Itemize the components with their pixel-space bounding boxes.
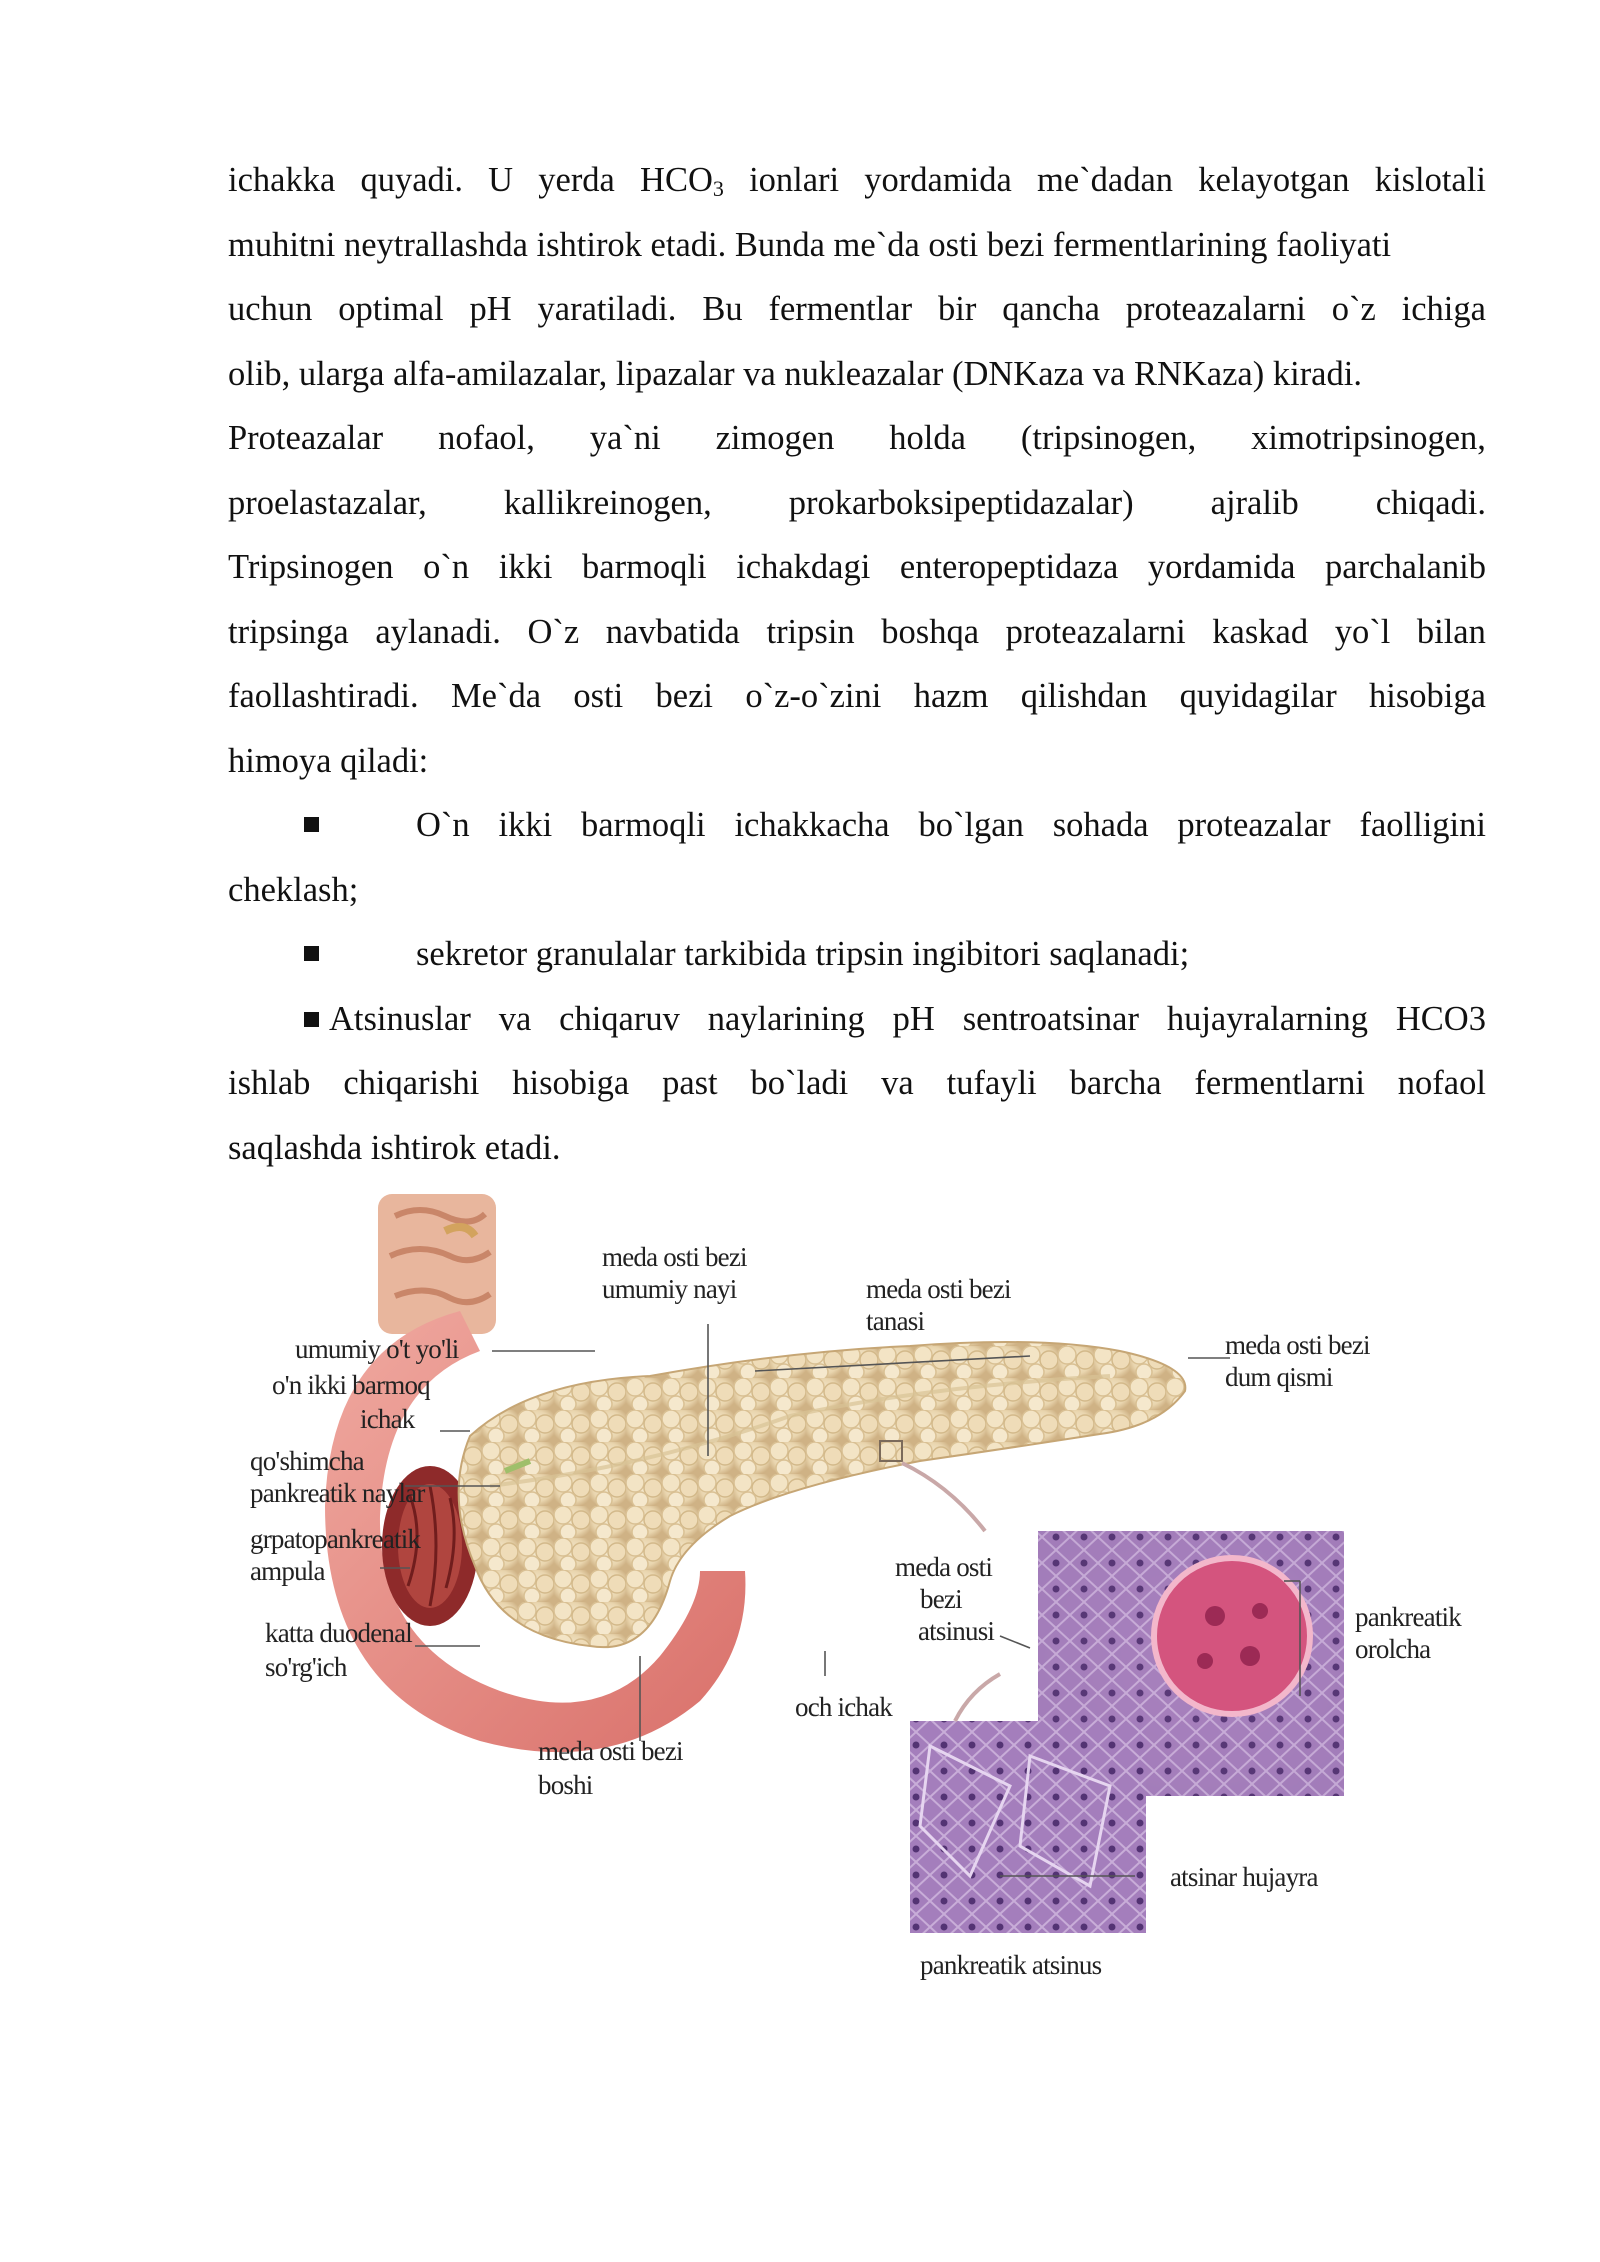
word: prokarboksipeptidazalar) — [788, 483, 1134, 522]
word: (tripsinogen, — [1020, 419, 1197, 457]
word: ximotripsinogen, — [1251, 419, 1486, 457]
word: naylarining — [707, 999, 865, 1038]
label-common-bile-duct: umumiy o't yo'li — [295, 1334, 459, 1364]
label-pancreatic-acinus-top-3: atsinusi — [918, 1616, 995, 1646]
label-accessory-duct: qo'shimcha — [250, 1446, 364, 1476]
word: Tripsinogen — [228, 548, 394, 586]
text-line-1 — [228, 148, 1486, 213]
word: fermentlarni — [1194, 1064, 1365, 1102]
label-pancreas-tail: meda osti bezi — [1225, 1330, 1370, 1360]
word: holda — [889, 419, 966, 457]
word: qancha — [1002, 290, 1100, 328]
text-line-7 — [228, 535, 1486, 600]
bullet-item-3-line-3 — [228, 1116, 1486, 1181]
word: past — [662, 1064, 718, 1102]
word: ionlari — [749, 161, 840, 199]
word: bilan — [1416, 612, 1486, 651]
word: zimogen — [715, 419, 835, 457]
word: kaskad — [1212, 612, 1309, 651]
text-line-5 — [228, 406, 1486, 471]
hco3-formula — [640, 148, 724, 213]
label-duodenum: o'n ikki barmoq — [272, 1370, 430, 1400]
word: fermentlar — [768, 290, 913, 328]
word: ikki — [498, 806, 553, 844]
acinus-histology-panel — [910, 1721, 1146, 1933]
word: Atsinuslar — [329, 999, 471, 1038]
word: barmoqli — [582, 548, 707, 586]
word: ichakkacha — [734, 806, 890, 844]
word: faollashtiradi. — [228, 677, 419, 715]
word: o`z — [1331, 290, 1376, 328]
word: ichakka — [228, 161, 336, 199]
intestine-thumbnail — [378, 1194, 496, 1334]
line-text: muhitni neytrallashda ishtirok etadi. Bunda me`da osti bezi fermentlarining faoliyati — [228, 225, 1392, 264]
word: kislotali — [1374, 161, 1486, 199]
label-pancreas-body-2: tanasi — [866, 1306, 925, 1336]
word: proteazalar — [1177, 806, 1331, 844]
bullet-first-word — [304, 987, 471, 1052]
bullet-text-1 — [416, 793, 1486, 858]
word: boshqa — [881, 612, 980, 651]
word: kallikreinogen, — [503, 483, 712, 522]
word: hujayralarning — [1166, 999, 1369, 1038]
word: bo`ladi — [750, 1064, 849, 1102]
pancreas-anatomy-figure — [230, 1186, 1520, 2016]
bullet-item-3 — [228, 987, 1486, 1052]
word: proelastazalar, — [228, 483, 427, 522]
word: ichiga — [1401, 290, 1486, 328]
text-line-4 — [228, 342, 1486, 407]
square-bullet-icon — [304, 817, 319, 832]
word: nofaol — [1397, 1064, 1486, 1102]
formula-subscript: 3 — [712, 176, 724, 201]
word: ya`ni — [589, 419, 661, 457]
word: Bu — [702, 290, 743, 328]
label-pancreas-head: meda osti bezi — [538, 1736, 683, 1766]
formula-text: HCO — [640, 161, 713, 199]
bullet-item-1-continuation — [228, 858, 1486, 923]
text-line-8 — [228, 600, 1486, 665]
label-major-papilla-2: so'rg'ich — [265, 1652, 347, 1682]
label-major-papilla: katta duodenal — [265, 1618, 412, 1648]
word: bo`lgan — [918, 806, 1024, 844]
word: yerda — [538, 161, 615, 199]
bullet-text-2 — [416, 922, 1486, 987]
word: yo`l — [1334, 612, 1391, 651]
word: hisobiga — [1369, 677, 1486, 715]
word: o`z-o`zini — [745, 677, 882, 715]
word: U — [488, 161, 514, 199]
label-jejunum: och ichak — [795, 1692, 893, 1722]
word: o`n — [423, 548, 470, 586]
word: Me`da — [450, 677, 542, 715]
word: aylanadi. — [375, 612, 501, 651]
label-pancreatic-acinus-top: meda osti — [895, 1552, 993, 1582]
word: tripsinga — [228, 612, 349, 651]
text-line-10 — [228, 729, 1486, 794]
bullet-item-1 — [228, 793, 1486, 858]
word: HCO3 — [1395, 999, 1486, 1038]
arrow-to-acinus — [955, 1674, 1000, 1721]
word: navbatida — [605, 612, 740, 651]
word: tripsin — [766, 612, 855, 651]
line-text: cheklash; — [228, 870, 359, 909]
word: quyadi. — [360, 161, 463, 199]
word: barmoqli — [581, 806, 706, 844]
bullet-text-3 — [304, 987, 1486, 1052]
word: ichakdagi — [736, 548, 871, 586]
word: ishlab — [228, 1064, 311, 1102]
bullet-item-2 — [228, 922, 1486, 987]
word: nofaol, — [438, 419, 535, 457]
label-acinar-cell: atsinar hujayra — [1170, 1862, 1318, 1892]
word: Proteazalar — [228, 419, 384, 457]
word: va — [498, 999, 532, 1038]
label-pancreatic-duct-2: umumiy nayi — [602, 1274, 737, 1304]
word: chiqadi. — [1375, 483, 1486, 522]
word: parchalanib — [1325, 548, 1486, 586]
word: proteazalarni — [1125, 290, 1306, 328]
square-bullet-icon — [304, 946, 319, 961]
body-text — [228, 148, 1486, 1180]
label-ampulla-2: ampula — [250, 1556, 325, 1586]
word: chiqaruv — [559, 999, 680, 1038]
word: hisobiga — [512, 1064, 630, 1102]
label-pancreas-body: meda osti bezi — [866, 1274, 1011, 1304]
label-pancreatic-acinus-top-2: bezi — [920, 1584, 962, 1614]
text-line-2 — [228, 213, 1486, 278]
word: yaratiladi. — [537, 290, 677, 328]
word: enteropeptidaza — [899, 548, 1119, 586]
word: bir — [938, 290, 977, 328]
label-pancreatic-islet-2: orolcha — [1355, 1634, 1431, 1664]
word: ikki — [498, 548, 553, 586]
word: hazm — [913, 677, 989, 715]
word: qilishdan — [1020, 677, 1148, 715]
word: ajralib — [1210, 483, 1299, 522]
word: bezi — [655, 677, 714, 715]
word: pH — [892, 999, 935, 1038]
word: va — [881, 1064, 914, 1102]
label-accessory-duct-2: pankreatik naylar — [250, 1478, 425, 1508]
bullet-item-3-line-2 — [228, 1051, 1486, 1116]
label-pancreatic-acinus: pankreatik atsinus — [920, 1950, 1102, 1980]
word: tufayli — [946, 1064, 1037, 1102]
word: uchun — [228, 290, 313, 328]
line-text: himoya qiladi: — [228, 741, 429, 780]
square-bullet-icon — [304, 1012, 319, 1027]
word: pH — [469, 290, 512, 328]
text-line-3 — [228, 277, 1486, 342]
label-pancreatic-islet: pankreatik — [1355, 1602, 1461, 1632]
word: osti — [573, 677, 624, 715]
line-text: olib, ularga alfa-amilazalar, lipazalar va nukleazalar (DNKaza va RNKaza) kiradi. — [228, 354, 1362, 393]
word: barcha — [1069, 1064, 1162, 1102]
line-text: saqlashda ishtirok etadi. — [228, 1128, 561, 1167]
pancreas-illustration — [230, 1186, 1520, 2016]
arrow-to-histology — [902, 1463, 985, 1531]
word: O`z — [527, 612, 580, 651]
word: chiqarishi — [343, 1064, 480, 1102]
label-ampulla: grpatopankreatik — [250, 1524, 421, 1554]
label-pancreas-head-2: boshi — [538, 1770, 593, 1800]
word: O`n — [416, 806, 470, 844]
word: proteazalarni — [1005, 612, 1186, 651]
word: me`dadan — [1037, 161, 1174, 199]
text-line-9 — [228, 664, 1486, 729]
word: faolligini — [1359, 806, 1486, 844]
label-duodenum-2: ichak — [360, 1404, 415, 1434]
word: kelayotgan — [1198, 161, 1350, 199]
word: yordamida — [864, 161, 1012, 199]
label-pancreatic-duct: meda osti bezi — [602, 1242, 747, 1272]
text-line-6 — [228, 471, 1486, 536]
word: yordamida — [1147, 548, 1296, 586]
word: sohada — [1052, 806, 1149, 844]
word: optimal — [338, 290, 444, 328]
word: sentroatsinar — [962, 999, 1139, 1038]
label-pancreas-tail-2: dum qismi — [1225, 1362, 1333, 1392]
line-text: sekretor granulalar tarkibida tripsin ingibitori saqlanadi; — [416, 935, 1190, 973]
word: quyidagilar — [1179, 677, 1337, 715]
